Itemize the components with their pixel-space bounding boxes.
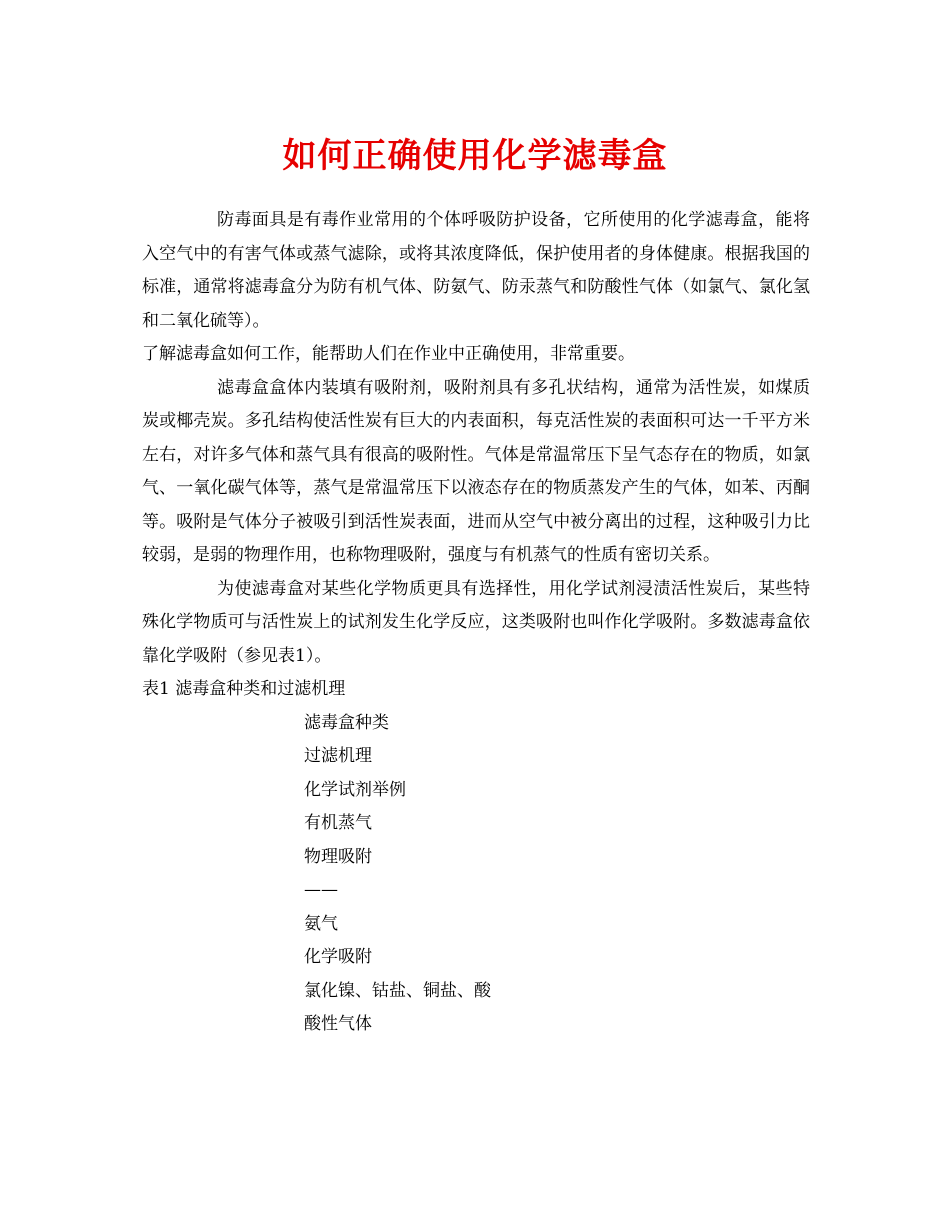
table-cell: 氨气 xyxy=(304,913,338,934)
paragraph-physical-adsorption: 滤毒盒盒体内装填有吸附剂，吸附剂具有多孔状结构，通常为活性炭，如煤质炭或椰壳炭。多孔结构使活性炭有巨大的内表面积，每克活性炭的表面积可达一千平方米左右，对许多气体和蒸气具有很高的吸附性。气体是常温常压下呈气态存在的物质，如氯气、一氧化碳气体等，蒸气是常温常压下以液态存在的物质蒸发产生的气体，如苯、丙酮等。吸附是气体分子被吸引到活性炭表面，进而从空气中被分离出的过程，这种吸引力比较弱，是弱的物理作用，也称物理吸附，强度与有机蒸气的性质有密切关系。 xyxy=(142,377,810,565)
table-cell: 过滤机理 xyxy=(304,746,372,766)
document-title: 如何正确使用化学滤毒盒 xyxy=(282,136,668,176)
paragraph-intro: 防毒面具是有毒作业常用的个体呼吸防护设备，它所使用的化学滤毒盒，能将入空气中的有害气体或蒸气滤除，或将其浓度降低，保护使用者的身体健康。根据我国的标准，通常将滤毒盒分为防有机气体、防氨气、防汞蒸气和防酸性气体（如氯气、氯化氢和二氧化硫等）。 xyxy=(142,210,810,331)
table-cell: 物理吸附 xyxy=(304,846,372,867)
document-body xyxy=(142,204,810,1042)
table-cell: 有机蒸气 xyxy=(304,813,372,833)
paragraph-chemical-adsorption: 为使滤毒盒对某些化学物质更具有选择性，用化学试剂浸渍活性炭后，某些特殊化学物质可与活性炭上的试剂发生化学反应，这类吸附也叫作化学吸附。多数滤毒盒依靠化学吸附（参见表1）。 xyxy=(142,578,810,666)
table-cells xyxy=(142,707,810,1042)
paragraph-importance: 了解滤毒盒如何工作，能帮助人们在作业中正确使用，非常重要。 xyxy=(142,344,635,364)
table-cell: 化学试剂举例 xyxy=(304,779,406,800)
table-cell: 化学吸附 xyxy=(304,947,372,967)
table-cell: 酸性气体 xyxy=(304,1014,372,1034)
table-cell: 滤毒盒种类 xyxy=(304,712,389,733)
table-caption: 表1 滤毒盒种类和过滤机理 xyxy=(142,679,346,699)
table-cell: —— xyxy=(304,880,338,900)
table-cell: 氯化镍、钴盐、铜盐、酸 xyxy=(304,980,491,1001)
